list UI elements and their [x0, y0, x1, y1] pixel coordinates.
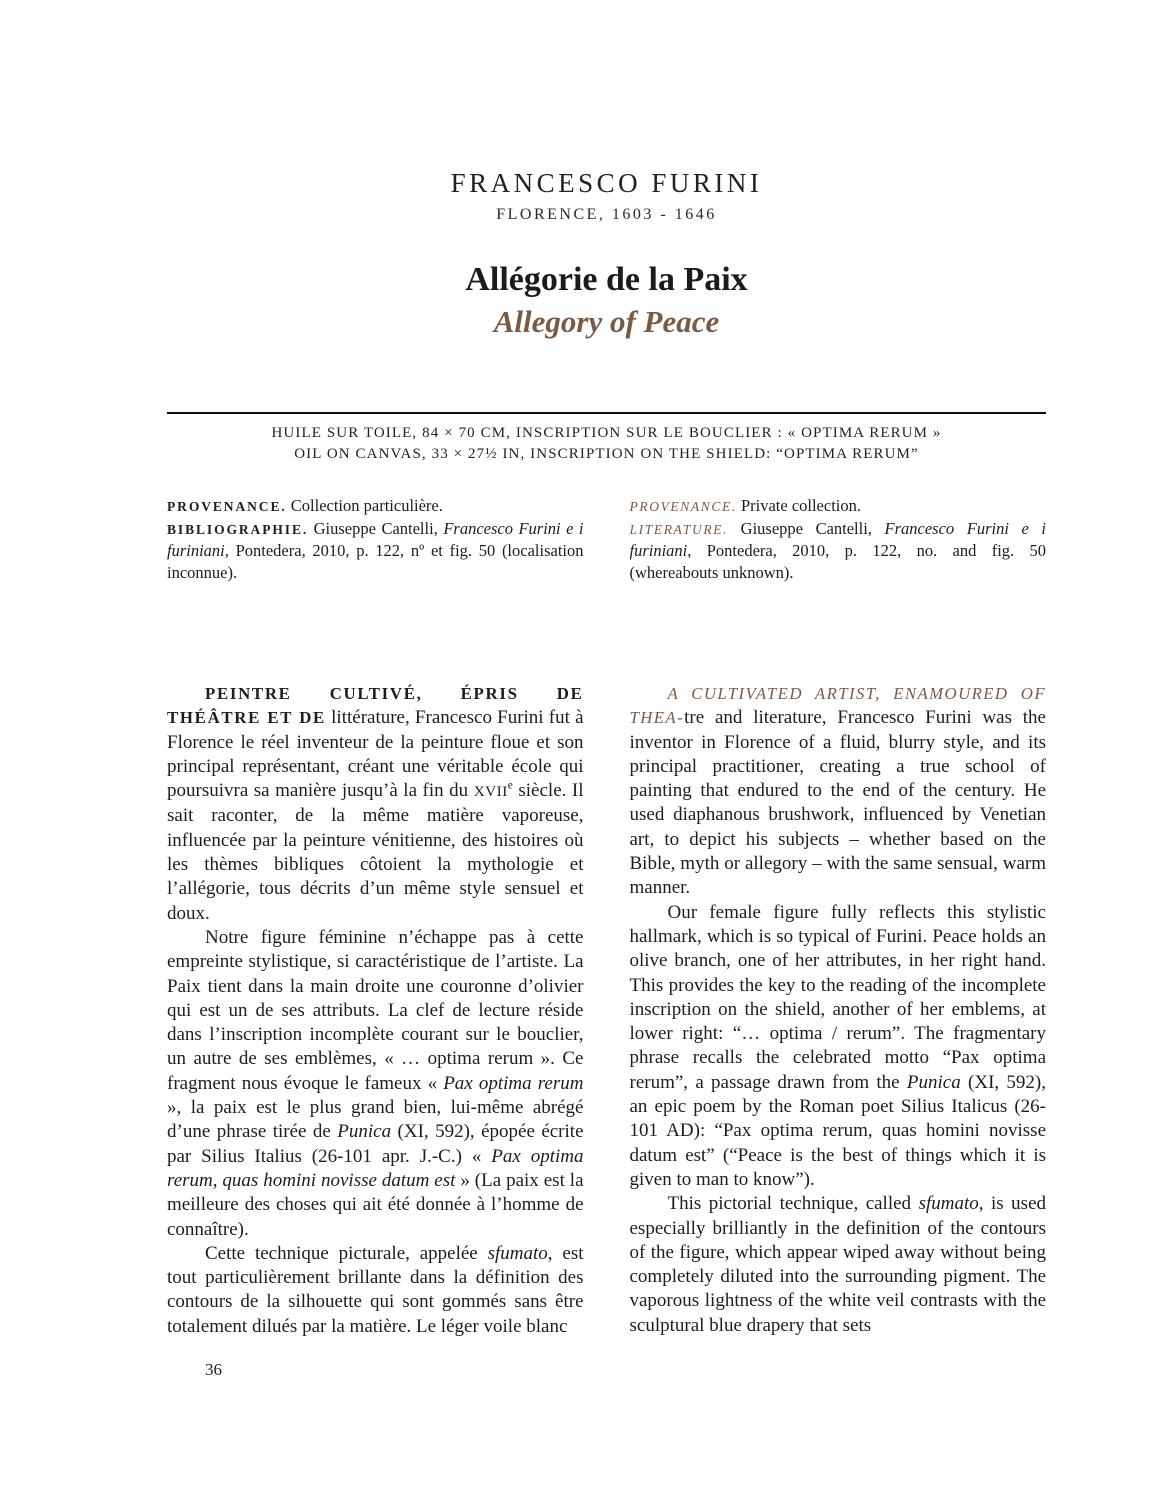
- catalogue-page: [167, 0, 1046, 1380]
- text-segment: Pax optima rerum: [443, 1072, 584, 1094]
- medium-line-french: HUILE SUR TOILE, 84 × 70 CM, INSCRIPTION SUR LE BOUCLIER : « OPTIMA RERUM »: [271, 425, 942, 441]
- text-segment: littérature, Francesco Furini fut à Florence le réel inventeur de la peinture floue et son principal représentant, créant une véritable école qui poursuivra sa manière jusqu’à la fin du: [167, 707, 584, 802]
- text-segment: e: [507, 779, 513, 792]
- paragraph: [630, 1192, 1047, 1338]
- text-segment: This pictorial technique, called: [667, 1193, 919, 1215]
- text-segment: Our female figure fully reflects this stylistic hallmark, which is so typical of Furini. Peace holds an olive branch, one of her attributes, in her right hand. This provides the key to the reading of the incomplete inscription on the shield, another of her emblems, at lower right: “… optima / rerum”. The fragmentary phrase recalls the celebrated motto “Pax optima rerum”, a passage drawn from the: [629, 901, 1046, 1093]
- text-segment: LITERATURE.: [629, 521, 729, 537]
- text-segment: sfumato: [918, 1193, 979, 1215]
- essay-section: [167, 682, 1046, 1339]
- text-segment: Cette technique picturale, appelée: [205, 1242, 488, 1264]
- medium-block: [167, 423, 1046, 465]
- text-segment: (XI, 592), an epic poem by the Roman poet Silius Italicus (26-101 AD): “Pax optima rerum, quas homini novisse datum est” (“Peace is the best of things which it is given to man to know”).: [629, 1071, 1047, 1190]
- paragraph: [630, 901, 1047, 1193]
- provenance-english-column: [630, 495, 1047, 583]
- text-segment: XVII: [473, 783, 508, 801]
- essay-french-column: [167, 682, 584, 1339]
- paragraph: [167, 495, 584, 518]
- paragraph: [167, 1242, 584, 1339]
- text-segment: A CULTIVATED ARTIST, ENAMOURED OF THEA-: [629, 684, 1046, 728]
- horizontal-rule: [167, 412, 1046, 414]
- work-title-french: Allégorie de la Paix: [465, 261, 748, 298]
- paragraph: [167, 518, 584, 584]
- text-segment: », la paix est le plus grand bien, lui-même abrégé d’une phrase tirée de: [167, 1097, 584, 1143]
- paragraph: [630, 518, 1047, 584]
- text-segment: , est tout particulièrement brillante dans la définition des contours de la silhouette qui sont gommés sans être totalement dilués par la matière. Le léger voile blanc: [167, 1242, 584, 1337]
- text-segment: Collection particulière.: [286, 496, 443, 515]
- text-segment: , Pontedera, 2010, p. 122, no. and fig. 50 (whereabouts unknown).: [629, 541, 1046, 582]
- text-segment: PROVENANCE.: [167, 499, 287, 514]
- paragraph: [630, 682, 1047, 901]
- artist-dates: FLORENCE, 1603 - 1646: [496, 206, 717, 223]
- page-number: 36: [205, 1360, 222, 1380]
- text-segment: BIBLIOGRAPHIE.: [167, 521, 309, 537]
- provenance-french-column: [167, 495, 584, 583]
- text-segment: Notre figure féminine n’échappe pas à cette empreinte stylistique, si caractéristique de l’artiste. La Paix tient dans la main droite une couronne d’olivier qui est un de ses attributs. La clef de lecture réside dans l’inscription incomplète courant sur le bouclier, un autre de ses emblèmes, « … optima rerum ». Ce fragment nous évoque le fameux «: [167, 926, 584, 1094]
- text-segment: Punica: [906, 1071, 961, 1093]
- text-segment: » (La paix est la meilleure des choses qui ait été donnée à l’homme de connaître).: [167, 1169, 584, 1240]
- provenance-section: [167, 495, 1046, 583]
- text-segment: Punica: [337, 1121, 392, 1143]
- paragraph: [630, 495, 1047, 518]
- medium-line-english: OIL ON CANVAS, 33 × 27½ IN, INSCRIPTION ON THE SHIELD: “OPTIMA RERUM”: [294, 446, 919, 462]
- artist-name: FRANCESCO FURINI: [450, 168, 763, 198]
- text-segment: Francesco Furini e i furiniani: [167, 518, 584, 560]
- text-segment: PEINTRE CULTIVÉ, ÉPRIS DE THÉÂTRE ET DE: [167, 684, 584, 728]
- text-segment: Private collection.: [736, 496, 861, 515]
- essay-english-column: [630, 682, 1047, 1339]
- text-segment: sfumato: [487, 1242, 548, 1264]
- text-segment: Francesco Furini e i furiniani: [629, 518, 1047, 560]
- text-segment: tre and literature, Francesco Furini was the inventor in Florence of a fluid, blurry style, and its principal practitioner, creating a true school of painting that endured to the end of the century. He used diaphanous brushwork, influenced by Venetian art, to depict his subjects – whether based on the Bible, myth or allegory – with the same sensual, warm manner.: [629, 707, 1046, 899]
- text-segment: Pax optima rerum, quas homini novisse datum est: [167, 1145, 584, 1191]
- paragraph: [167, 926, 584, 1242]
- text-segment: , Pontedera, 2010, p. 122, nº et fig. 50 (localisation inconnue).: [167, 541, 584, 582]
- paragraph: [167, 682, 584, 926]
- work-title-english: Allegory of Peace: [493, 304, 720, 339]
- text-segment: , is used especially brilliantly in the definition of the contours of the figure, which appear wiped away without being completely diluted into the surrounding pigment. The vaporous lightness of the white veil contrasts with the sculptural blue drapery that sets: [629, 1193, 1046, 1336]
- text-segment: PROVENANCE.: [629, 499, 737, 514]
- text-segment: siècle. Il sait raconter, de la même matière vaporeuse, influencée par la peinture vénitienne, des histoires où les thèmes bibliques côtoient la mythologie et l’allégorie, tous décrits d’un même style sensuel et doux.: [167, 780, 584, 924]
- text-segment: Giuseppe Cantelli,: [728, 518, 885, 538]
- text-segment: Giuseppe Cantelli,: [308, 518, 444, 538]
- text-segment: (XI, 592), épopée écrite par Silius Italius (26-101 apr. J.-C.) «: [167, 1121, 584, 1167]
